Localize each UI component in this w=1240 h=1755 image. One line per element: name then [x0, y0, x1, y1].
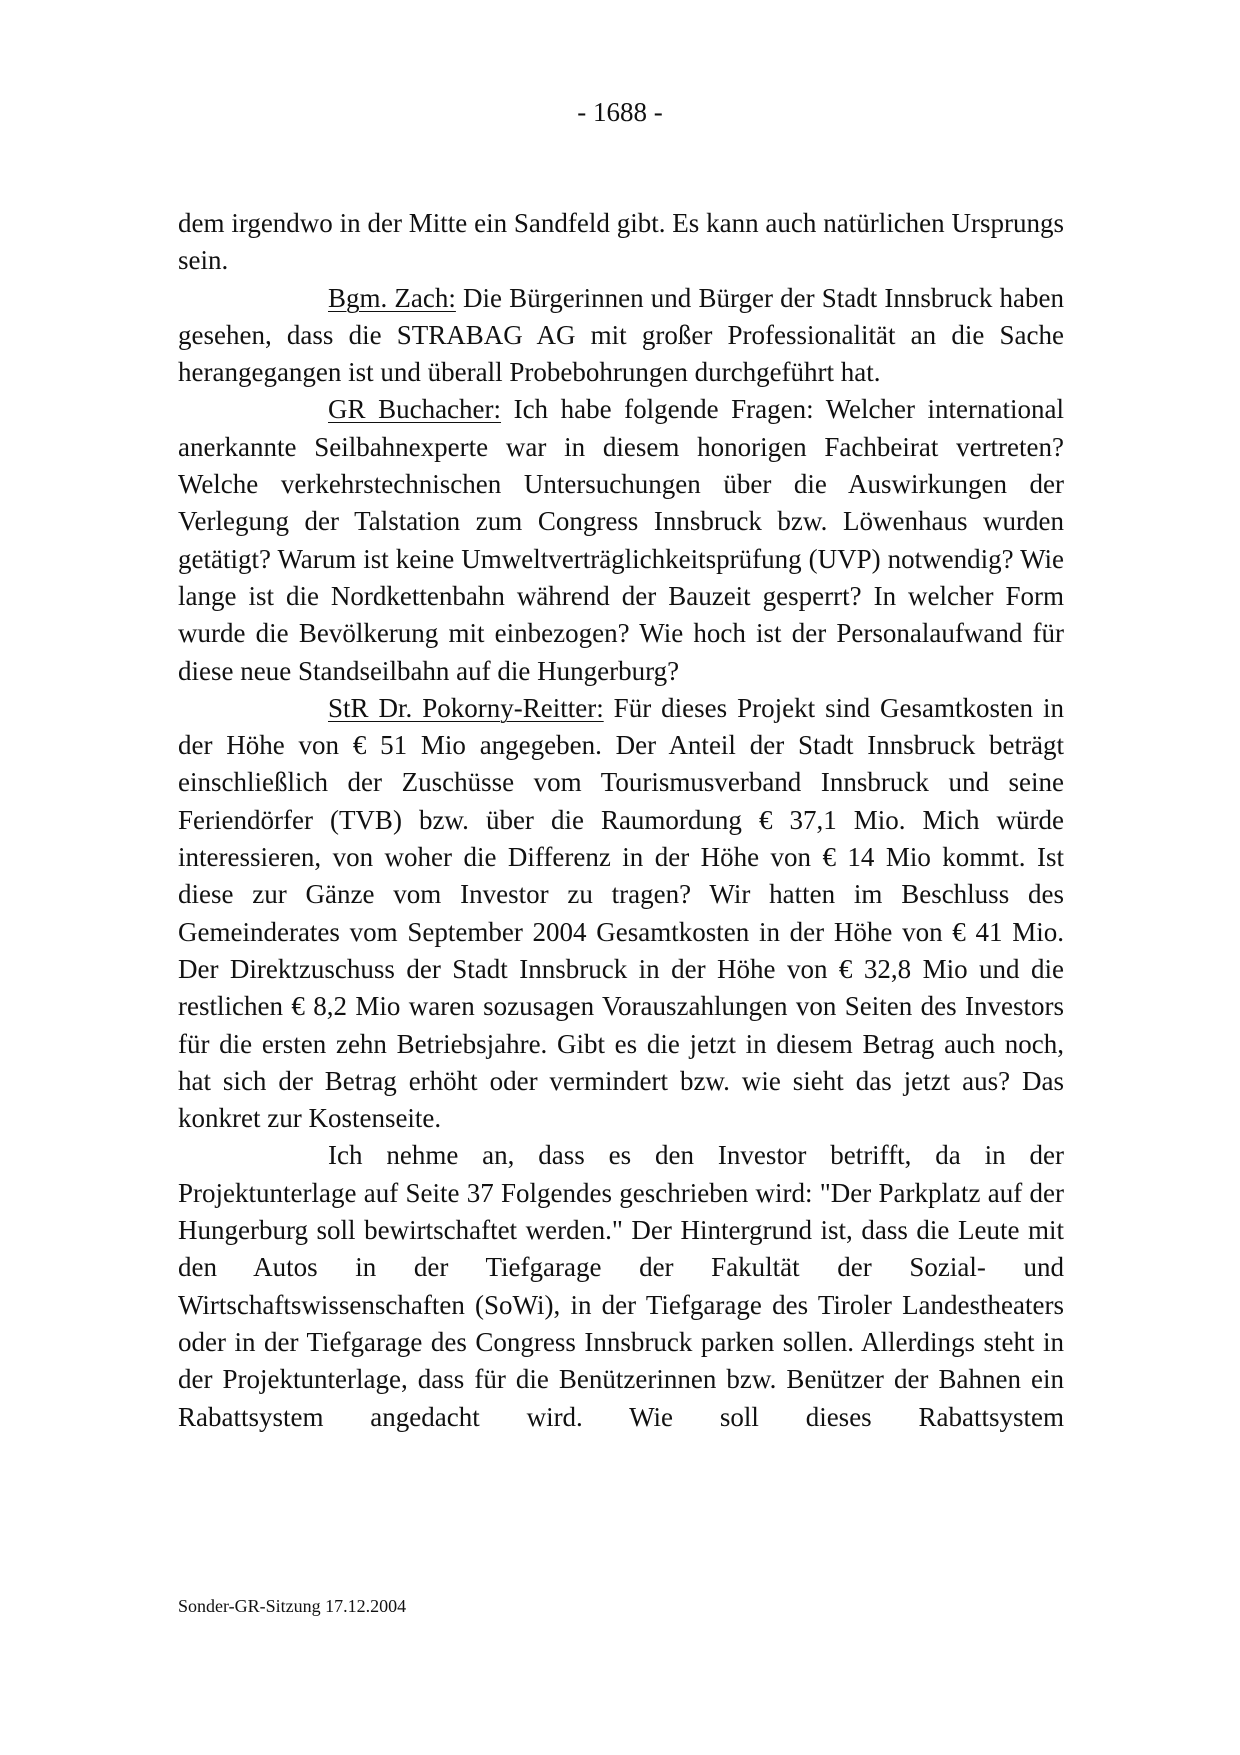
paragraph-str-pokorny-reitter	[178, 690, 1064, 1138]
paragraph-text: dem irgendwo in der Mitte ein Sandfeld gibt. Es kann auch natürlichen Ursprungs sein.	[178, 208, 1064, 276]
speaker-name: Bgm. Zach:	[328, 282, 456, 313]
speaker-name: StR Dr. Pokorny-Reitter:	[328, 692, 604, 723]
paragraph-investor-question	[178, 1137, 1064, 1435]
page-number: - 1688 -	[577, 97, 663, 127]
footer-session-label: Sonder-GR-Sitzung 17.12.2004	[178, 1596, 407, 1616]
speaker-name: GR Buchacher:	[328, 394, 502, 425]
paragraph-text: Die Bürgerinnen und Bürger der Stadt Innsbruck haben gesehen, dass die STRABAG AG mit großer Professionalität an die Sache herangegangen ist und überall Probebohrungen durchgeführt hat.	[178, 282, 1064, 388]
paragraph-continuation	[178, 205, 1064, 280]
paragraph-text: Ich habe folgende Fragen: Welcher international anerkannte Seilbahnexperte war in diesem honorigen Fachbeirat vertreten? Welche verkehrstechnischen Untersuchungen über die Auswirkungen der Verlegung der Talstation zum Congress Innsbruck bzw. Löwenhaus wurden getätigt? Warum ist keine Umweltverträglichkeitsprüfung (UVP) notwendig? Wie lange ist die Nordkettenbahn während der Bauzeit gesperrt? In welcher Form wurde die Bevölkerung mit einbezogen? Wie hoch ist der Personalaufwand für diese neue Standseilbahn auf die Hungerburg?	[178, 394, 1064, 686]
paragraph-text: Für dieses Projekt sind Gesamtkosten in der Höhe von € 51 Mio angegeben. Der Anteil der Stadt Innsbruck beträgt einschließlich der Zuschüsse vom Tourismusverband Innsbruck und seine Feriendörfer (TVB) bzw. über die Raumordung € 37,1 Mio. Mich würde interessieren, von woher die Differenz in der Höhe von € 14 Mio kommt. Ist diese zur Gänze vom Investor zu tragen? Wir hatten im Beschluss des Gemeinderates vom September 2004 Gesamtkosten in der Höhe von € 41 Mio. Der Direktzuschuss der Stadt Innsbruck in der Höhe von € 32,8 Mio und die restlichen € 8,2 Mio waren sozusagen Vorauszahlungen von Seiten des Investors für die ersten zehn Betriebsjahre. Gibt es die jetzt in diesem Betrag auch noch, hat sich der Betrag erhöht oder vermindert bzw. wie sieht das jetzt aus? Das konkret zur Kostenseite.	[178, 692, 1065, 1134]
paragraph-gr-buchacher	[178, 391, 1064, 689]
paragraph-bgm-zach	[178, 280, 1064, 392]
document-body	[178, 205, 1064, 1436]
paragraph-text: Ich nehme an, dass es den Investor betrifft, da in der Projektunterlage auf Seite 37 Folgendes geschrieben wird: "Der Parkplatz auf der Hungerburg soll bewirtschaftet werden." Der Hintergrund ist, dass die Leute mit den Autos in der Tiefgarage der Fakultät der Sozial- und Wirtschaftswissenschaften (SoWi), in der Tiefgarage des Tiroler Landestheaters oder in der Tiefgarage des Congress Innsbruck parken sollen. Allerdings steht in der Projektunterlage, dass für die Benützerinnen bzw. Benützer der Bahnen ein Rabattsystem angedacht wird. Wie soll dieses Rabattsystem	[178, 1140, 1064, 1432]
